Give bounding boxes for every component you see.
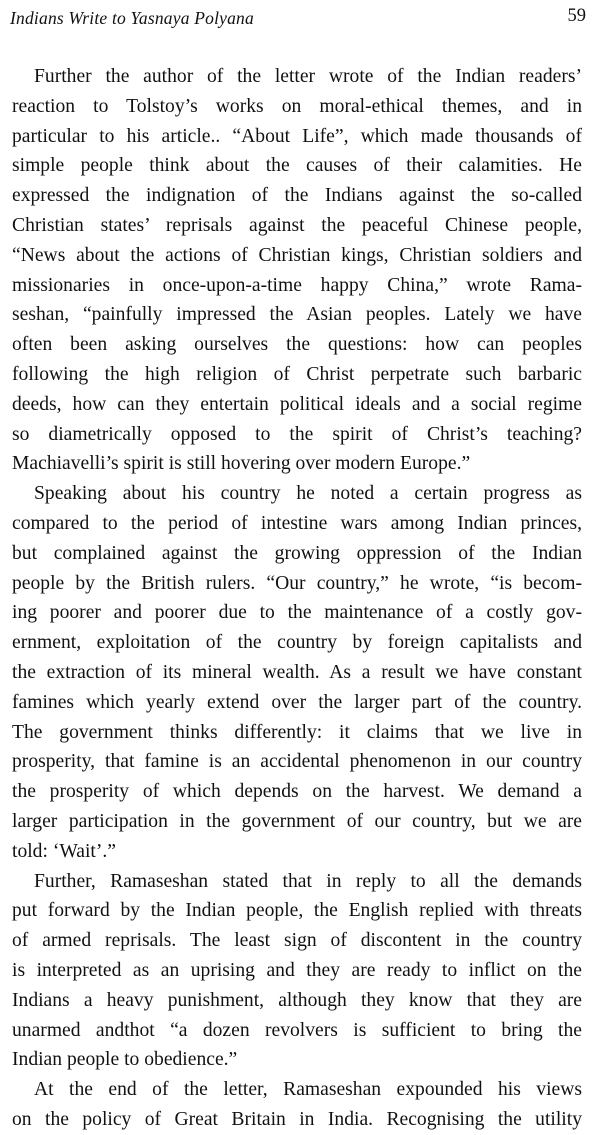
page-number: 59 [567,6,586,26]
text-line: At the end of the letter, Ramaseshan expounded his views [34,1079,582,1101]
text-line: prosperity, that famine is an accidental phenomenon in our country [12,751,582,773]
text-line: the prosperity of which depends on the harvest. We demand a [12,781,582,803]
text-line: told: ‘Wait’.” [12,840,116,862]
text-line: Further the author of the letter wrote of the Indian readers’ [34,66,582,87]
text-line: people by the British rulers. “Our country,” he wrote, “is becom- [12,572,582,594]
text-line: so diametrically opposed to the spirit of Christ’s teaching? [12,423,582,445]
text-line: but complained against the growing oppression of the Indian [12,542,582,564]
text-line: seshan, “painfully impressed the Asian peoples. Lately we have [12,304,582,326]
text-line: on the policy of Great Britain in India. Recognising the utility [12,1108,582,1130]
text-line: famines which yearly extend over the larger part of the country. [12,691,582,713]
text-line: put forward by the Indian people, the English replied with threats [12,900,582,922]
text-line: Speaking about his country he noted a certain progress as [34,483,582,505]
text-line: of armed reprisals. The least sign of discontent in the country [12,930,582,952]
text-line: the extraction of its mineral wealth. As a result we have constant [12,661,582,683]
text-line: Machiavelli’s spirit is still hovering over modern Europe.” [12,453,471,475]
text-line: following the high religion of Christ perpetrate such barbaric [12,363,582,385]
text-line: particular to his article.. “About Life”, which made thousands of [12,125,582,147]
paragraph-1 [12,62,582,479]
text-line: simple people think about the causes of their calamities. He [12,155,582,177]
text-line: deeds, how can they entertain political ideals and a social regime [12,393,582,415]
text-line: missionaries in once-upon-a-time happy China,” wrote Rama- [12,274,582,296]
text-line: Indians a heavy punishment, although they know that they are [12,989,582,1011]
text-line: often been asking ourselves the questions: how can peoples [12,334,582,356]
text-line: expressed the indignation of the Indians against the so-called [12,185,582,207]
text-line: “News about the actions of Christian kings, Christian soldiers and [12,244,582,266]
body-text [12,62,582,1135]
paragraph-4 [12,1075,582,1135]
paragraph-2 [12,479,582,866]
text-line: ernment, exploitation of the country by foreign capitalists and [12,632,582,654]
text-line: ing poorer and poorer due to the maintenance of a costly gov- [12,602,582,624]
text-line: reaction to Tolstoy’s works on moral-ethical themes, and in [12,95,582,117]
paragraph-3 [12,867,582,1076]
text-line: larger participation in the government of our country, but we are [12,810,582,832]
text-line: Further, Ramaseshan stated that in reply to all the demands [34,870,582,892]
text-line: The government thinks differently: it claims that we live in [12,721,582,743]
running-head: Indians Write to Yasnaya Polyana [10,8,254,28]
text-line: unarmed andthot “a dozen revolvers is sufficient to bring the [12,1019,582,1041]
text-line: Indian people to obedience.” [12,1049,238,1071]
text-line: Christian states’ reprisals against the peaceful Chinese people, [12,214,582,236]
text-line: compared to the period of intestine wars among Indian princes, [12,512,582,534]
text-line: is interpreted as an uprising and they are ready to inflict on the [12,959,582,981]
